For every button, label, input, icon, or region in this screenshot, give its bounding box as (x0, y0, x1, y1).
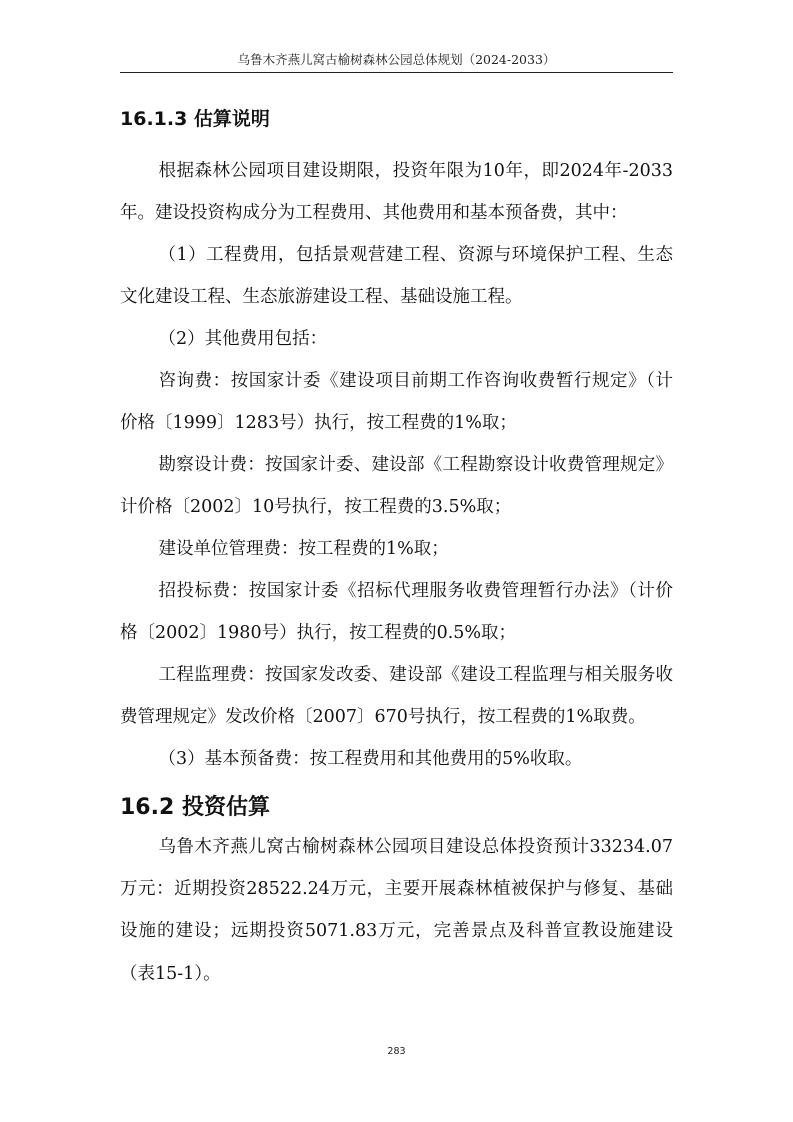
paragraph-engineering-costs: （1）工程费用，包括景观营建工程、资源与环境保护工程、生态文化建设工程、生态旅游建设工程、基础设施工程。 (120, 245, 673, 308)
section-heading-16-2: 16.2 投资估算 (120, 795, 270, 820)
paragraph-bidding-fee: 招投标费：按国家计委《招标代理服务收费管理暂行办法》（计价格〔2002〕1980号）执行，按工程费的0.5%取； (120, 581, 673, 644)
paragraph-supervision-fee: 工程监理费：按国家发改委、建设部《建设工程监理与相关服务收费管理规定》发改价格〔2007〕670号执行，按工程费的1%取费。 (120, 665, 673, 728)
paragraph-management-fee: 建设单位管理费：按工程费的1%取； (158, 539, 449, 559)
paragraph-survey-design-fee: 勘察设计费：按国家计委、建设部《工程勘察设计收费管理规定》计价格〔2002〕10号执行，按工程费的3.5%取； (120, 455, 673, 518)
paragraph-total-investment: 乌鲁木齐燕儿窝古榆树森林公园项目建设总体投资预计33234.07万元：近期投资28522.24万元，主要开展森林植被保护与修复、基础设施的建设；远期投资5071.83万元，完善景点及科普宣教设施建设（表15-1）。 (120, 837, 673, 984)
section-heading-16-1-3: 16.1.3 估算说明 (120, 108, 270, 130)
paragraph-investment-period: 根据森林公园项目建设期限，投资年限为10年，即2024年-2033年。建设投资构成分为工程费用、其他费用和基本预备费，其中： (120, 161, 673, 224)
paragraph-consulting-fee: 咨询费：按国家计委《建设项目前期工作咨询收费暂行规定》（计价格〔1999〕1283号）执行，按工程费的1%取； (120, 371, 673, 434)
paragraph-other-costs-intro: （2）其他费用包括： (158, 329, 328, 349)
page-number: 283 (387, 1046, 406, 1057)
paragraph-contingency-fee: （3）基本预备费：按工程费用和其他费用的5%收取。 (158, 749, 583, 769)
header-rule (120, 72, 673, 73)
running-header: 乌鲁木齐燕儿窝古榆树森林公园总体规划（2024-2033） (237, 52, 556, 67)
